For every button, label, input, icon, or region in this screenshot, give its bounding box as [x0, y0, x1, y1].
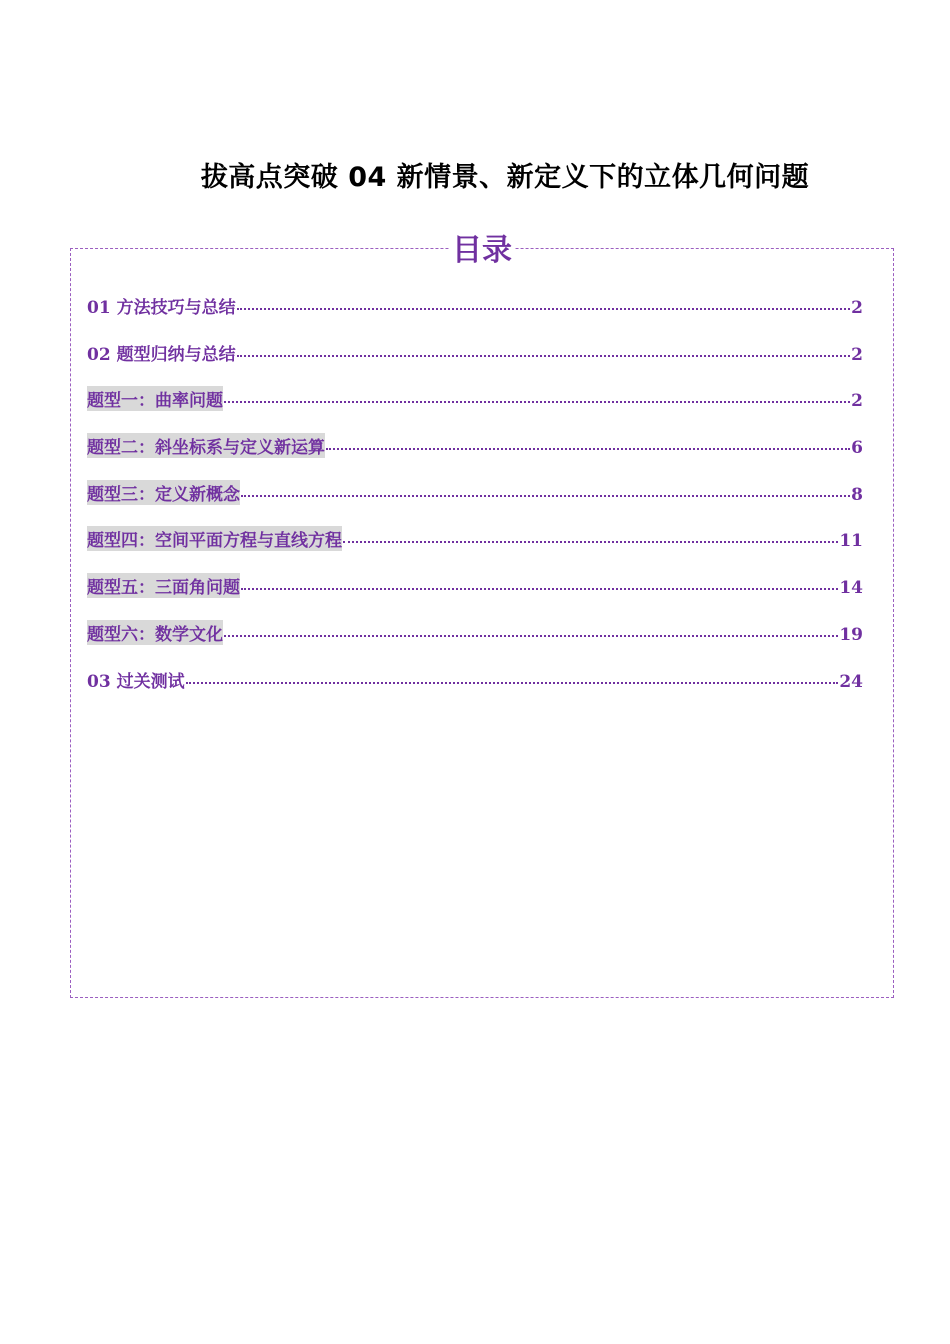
toc-entry-type-3[interactable]: [87, 480, 863, 527]
toc-entry-page: 19: [839, 624, 863, 645]
toc-entry-page: 11: [839, 531, 863, 552]
toc-entry-type-6[interactable]: [87, 620, 863, 667]
document-title: 拔高点突破 04 新情景、新定义下的立体几何问题: [200, 162, 810, 193]
toc-entry-page: 14: [839, 578, 863, 599]
dot-leader: [186, 682, 839, 684]
toc-entry-method-summary[interactable]: [87, 293, 863, 340]
toc-entry-type-4[interactable]: [87, 526, 863, 573]
dot-leader: [241, 588, 838, 590]
toc-entry-label: 03 过关测试: [87, 671, 185, 692]
toc-entry-label: 题型四：空间平面方程与直线方程: [87, 526, 342, 551]
toc-entry-type-summary[interactable]: [87, 340, 863, 387]
dot-leader: [326, 448, 850, 450]
toc-entry-page: 2: [851, 344, 863, 365]
toc-entry-type-1[interactable]: [87, 386, 863, 433]
toc-entry-checkpoint-test[interactable]: [87, 667, 863, 714]
dot-leader: [237, 355, 851, 357]
toc-entry-page: 24: [839, 671, 863, 692]
dot-leader: [237, 308, 851, 310]
toc-entry-label: 题型三：定义新概念: [87, 480, 240, 505]
toc-entry-page: 8: [851, 484, 863, 505]
toc-entry-page: 2: [851, 298, 863, 318]
toc-entry-label: 题型五：三面角问题: [87, 573, 240, 598]
toc-entry-type-2[interactable]: [87, 433, 863, 480]
toc-list: [87, 293, 863, 713]
toc-entry-label: 02 题型归纳与总结: [87, 344, 236, 365]
toc-heading: [71, 233, 893, 269]
toc-heading-text: 目录: [452, 233, 512, 268]
dot-leader: [343, 541, 838, 543]
dot-leader: [241, 495, 850, 497]
toc-entry-label: 题型二：斜坐标系与定义新运算: [87, 433, 325, 458]
toc-entry-type-5[interactable]: [87, 573, 863, 620]
toc-entry-page: 6: [851, 438, 863, 459]
toc-entry-page: 2: [851, 391, 863, 412]
toc-entry-label: 题型六：数学文化: [87, 620, 223, 645]
toc-entry-label: 题型一：曲率问题: [87, 386, 223, 411]
dot-leader: [224, 635, 838, 637]
toc-entry-label: 01 方法技巧与总结: [87, 298, 236, 318]
dot-leader: [224, 401, 850, 403]
table-of-contents: [70, 233, 894, 998]
